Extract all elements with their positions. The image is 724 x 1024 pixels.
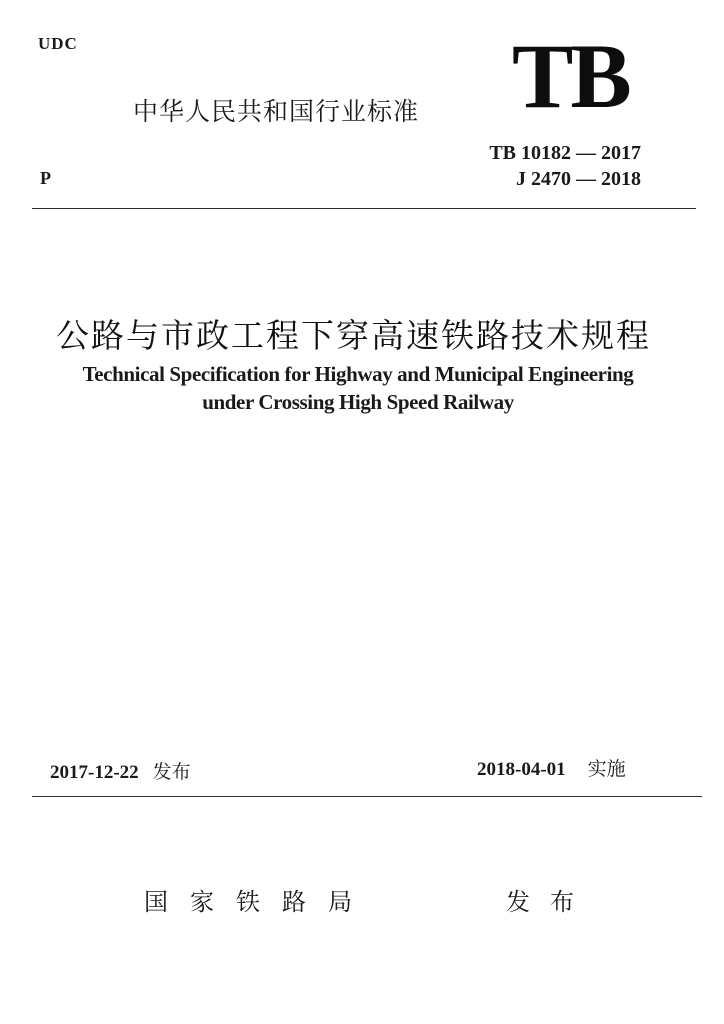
title-english-line-1: Technical Specification for Highway and Municipal Engineering (82, 362, 634, 386)
udc-label: UDC (38, 34, 78, 53)
standard-code: TB 10182 — 2017 (489, 142, 641, 164)
title-english (38, 360, 678, 416)
issue-date: 2017-12-22 (50, 762, 139, 783)
implement-date: 2018-04-01 (477, 759, 566, 780)
implement-info (477, 754, 626, 781)
publish-label: 发布 (506, 888, 594, 916)
top-divider (32, 208, 696, 209)
implement-label: 实施 (587, 758, 626, 780)
publisher-name: 国家铁路局 (144, 888, 374, 916)
issue-label: 发布 (152, 761, 191, 783)
title-english-line-2: under Crossing High Speed Railway (202, 390, 514, 414)
standard-codes (489, 140, 641, 192)
record-code: J 2470 — 2018 (516, 168, 641, 190)
title-chinese: 公路与市政工程下穿高速铁路技术规程 (56, 316, 651, 355)
tb-logo: TB (512, 25, 629, 127)
bottom-divider (32, 796, 702, 797)
standard-category: 中华人民共和国行业标准 (133, 97, 420, 126)
classification-code: P (40, 168, 51, 188)
issue-info (50, 757, 191, 784)
